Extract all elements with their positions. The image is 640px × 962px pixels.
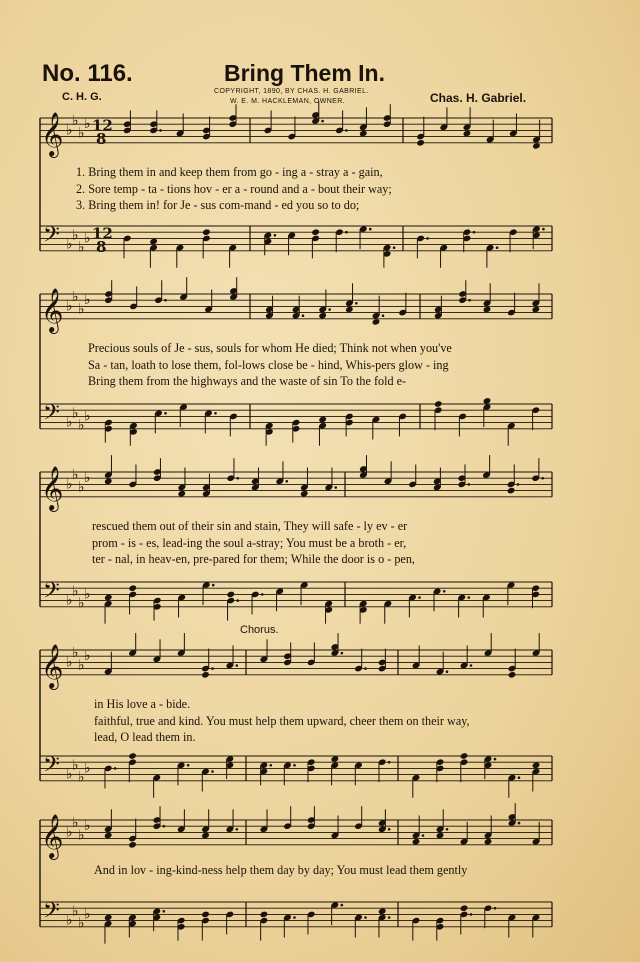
lyric-line: 3. Bring them in! for Je - sus com-mand - ed you so to do;	[76, 198, 360, 213]
dot	[369, 228, 372, 231]
lyrics-system-5	[94, 862, 467, 879]
flat-sign-icon: ♭	[78, 769, 85, 786]
flat-sign-icon: ♭	[84, 292, 91, 309]
dot	[388, 828, 391, 831]
flat-sign-icon: ♭	[66, 654, 73, 671]
dot	[236, 664, 239, 667]
dot	[212, 584, 215, 587]
dot	[468, 299, 471, 302]
flat-sign-icon: ♭	[72, 583, 79, 600]
lyrics-system-2	[88, 340, 452, 390]
note-head	[201, 832, 210, 840]
lyric-line: Bring them from the highways and the waste of sin To the fold e-	[88, 374, 407, 389]
dot	[517, 483, 520, 486]
note-head	[483, 306, 492, 314]
dot	[473, 231, 476, 234]
note-head	[201, 911, 210, 919]
flat-sign-icon: ♭	[84, 408, 91, 425]
dot	[468, 596, 471, 599]
copyright-owner-line: W. E. M. HACKLEMAN, OWNER.	[230, 98, 346, 105]
flat-sign-icon: ♭	[66, 476, 73, 493]
note-head	[436, 832, 445, 840]
dot	[542, 228, 545, 231]
note-head	[128, 752, 137, 760]
dot	[164, 412, 167, 415]
flat-sign-icon: ♭	[72, 645, 79, 662]
note-head	[331, 755, 340, 763]
note-head	[532, 142, 541, 150]
bass-clef-icon: 𝄢	[43, 222, 60, 253]
dot	[364, 916, 367, 919]
note-head	[300, 490, 309, 498]
lyric-line: prom - is - es, lead-ing the soul a-stray; You must be a broth - er,	[92, 535, 407, 550]
flat-sign-icon: ♭	[84, 760, 91, 777]
note-head	[416, 139, 425, 147]
dot	[345, 231, 348, 234]
flat-sign-icon: ♭	[78, 595, 85, 612]
note-head	[260, 911, 269, 919]
flat-sign-icon: ♭	[84, 818, 91, 835]
flat-sign-icon: ♭	[66, 414, 73, 431]
dot	[422, 834, 425, 837]
lyric-line: rescued them out of their sin and stain, They will safe - ly ev - er	[92, 519, 408, 533]
note-head	[104, 914, 113, 922]
flat-sign-icon: ♭	[78, 125, 85, 142]
dot	[114, 767, 117, 770]
note-head	[378, 908, 387, 916]
dot	[236, 599, 239, 602]
hymn-number: No. 116.	[42, 60, 133, 87]
note-head	[226, 591, 235, 599]
flat-sign-icon: ♭	[66, 766, 73, 783]
dot	[518, 822, 521, 825]
dot	[388, 761, 391, 764]
flat-sign-icon: ♭	[84, 116, 91, 133]
dot	[388, 916, 391, 919]
dot	[164, 299, 167, 302]
dot	[364, 667, 367, 670]
dot	[261, 593, 264, 596]
note-head	[531, 306, 540, 314]
dot	[285, 480, 288, 483]
flat-sign-icon: ♭	[72, 903, 79, 920]
dot	[468, 483, 471, 486]
note-head	[201, 671, 210, 679]
hymn-title: Bring Them In.	[224, 60, 385, 86]
note-head	[532, 762, 541, 770]
dot	[163, 910, 166, 913]
lyric-line: Sa - tan, loath to lose them, fol-lows close be - hind, Whis-pers glow - ing	[88, 357, 449, 372]
bass-clef-icon: 𝄢	[43, 898, 60, 929]
note-head	[359, 130, 368, 138]
lyric-line: ter - nal, in heav-en, pre-pared for them; While the door is o - pen,	[92, 552, 415, 567]
dot	[382, 314, 385, 317]
dot	[345, 129, 348, 132]
dot	[321, 120, 324, 123]
note-head	[128, 841, 137, 849]
note-head	[460, 904, 469, 912]
lyrics-system-3	[92, 518, 415, 568]
treble-clef-icon: 𝄞	[41, 111, 64, 156]
lyric-line: lead, O lead them in.	[94, 730, 196, 745]
treble-clef-icon: 𝄞	[41, 287, 64, 332]
dot	[274, 234, 277, 237]
dot	[355, 302, 358, 305]
flat-sign-icon: ♭	[78, 301, 85, 318]
flat-sign-icon: ♭	[66, 912, 73, 929]
flat-sign-icon: ♭	[84, 230, 91, 247]
flat-sign-icon: ♭	[72, 405, 79, 422]
treble-clef-icon: 𝄞	[41, 643, 64, 688]
dot	[187, 764, 190, 767]
dot	[443, 590, 446, 593]
flat-sign-icon: ♭	[84, 586, 91, 603]
flat-sign-icon: ♭	[72, 289, 79, 306]
dot	[494, 758, 497, 761]
dot	[494, 907, 497, 910]
note-head	[507, 487, 516, 495]
note-head	[372, 318, 381, 326]
lyric-line: And in lov - ing-kind-ness help them day by day; You must lead them gently	[94, 863, 468, 877]
dot	[341, 904, 344, 907]
note-head	[318, 312, 327, 320]
lyric-line: 2. Sore temp - ta - tions hov - er a - round and a - bout their way;	[76, 181, 392, 196]
bass-clef-icon: 𝄢	[43, 752, 60, 783]
chorus-label: Chorus.	[240, 624, 279, 636]
flat-sign-icon: ♭	[66, 824, 73, 841]
dot	[163, 825, 166, 828]
dot	[236, 477, 239, 480]
time-signature-bottom: 8	[96, 129, 107, 148]
time-signature-top: 12	[92, 224, 113, 243]
time-signature-top: 12	[92, 116, 113, 135]
lyric-line: faithful, true and kind. You must help them upward, cheer them on their way,	[94, 713, 470, 728]
dot	[496, 246, 499, 249]
note-head	[483, 397, 492, 405]
bass-clef-icon: 𝄢	[43, 578, 60, 609]
treble-clef-icon: 𝄞	[41, 465, 64, 510]
note-head	[104, 832, 113, 840]
dot	[293, 916, 296, 919]
lyric-line: Precious souls of Je - sus, souls for whom He died; Think not when you've	[88, 341, 452, 355]
flat-sign-icon: ♭	[66, 236, 73, 253]
lyric-line: 1. Bring them in and keep them from go - ing a - stray a - gain,	[76, 165, 383, 179]
dot	[518, 776, 521, 779]
note-head	[128, 584, 137, 592]
note-head	[463, 130, 472, 138]
dot	[446, 670, 449, 673]
dot	[236, 828, 239, 831]
note-head	[104, 594, 113, 602]
dot	[159, 129, 162, 132]
flat-sign-icon: ♭	[72, 227, 79, 244]
dot	[302, 314, 305, 317]
dot	[393, 246, 396, 249]
dot	[334, 486, 337, 489]
dot	[470, 664, 473, 667]
flat-sign-icon: ♭	[66, 122, 73, 139]
lyricist-initials: C. H. G.	[62, 91, 102, 103]
dot	[328, 308, 331, 311]
flat-sign-icon: ♭	[84, 906, 91, 923]
note-head	[412, 838, 421, 846]
flat-sign-icon: ♭	[84, 648, 91, 665]
flat-sign-icon: ♭	[84, 470, 91, 487]
dot	[214, 412, 217, 415]
note-head	[311, 228, 320, 236]
flat-sign-icon: ♭	[72, 113, 79, 130]
dot	[446, 828, 449, 831]
dot	[341, 652, 344, 655]
note-head	[149, 238, 158, 246]
note-head	[484, 838, 493, 846]
bass-clef-icon: 𝄢	[43, 400, 60, 431]
lyric-line: in His love a - bide.	[94, 697, 191, 711]
flat-sign-icon: ♭	[66, 592, 73, 609]
flat-sign-icon: ♭	[78, 915, 85, 932]
treble-clef-icon: 𝄞	[41, 813, 64, 858]
dot	[293, 764, 296, 767]
flat-sign-icon: ♭	[78, 479, 85, 496]
dot	[270, 764, 273, 767]
note-head	[434, 400, 443, 408]
flat-sign-icon: ♭	[78, 827, 85, 844]
note-head	[460, 752, 469, 760]
flat-sign-icon: ♭	[72, 815, 79, 832]
flat-sign-icon: ♭	[72, 467, 79, 484]
time-signature-bottom: 8	[96, 237, 107, 256]
composer-name: Chas. H. Gabriel.	[430, 91, 527, 105]
lyrics-system-1	[76, 164, 392, 214]
dot	[418, 596, 421, 599]
dot	[470, 913, 473, 916]
dot	[541, 477, 544, 480]
dot	[426, 237, 429, 240]
copyright-line: COPYRIGHT, 1890, BY CHAS. H. GABRIEL.	[214, 88, 369, 95]
flat-sign-icon: ♭	[72, 757, 79, 774]
flat-sign-icon: ♭	[66, 298, 73, 315]
note-head	[104, 478, 113, 486]
flat-sign-icon: ♭	[78, 417, 85, 434]
note-head	[345, 306, 354, 314]
flat-sign-icon: ♭	[78, 657, 85, 674]
flat-sign-icon: ♭	[78, 239, 85, 256]
dot	[211, 667, 214, 670]
note-head	[202, 228, 211, 236]
note-head	[318, 416, 327, 424]
lyrics-system-4	[94, 696, 470, 746]
note-head	[508, 671, 517, 679]
note-head	[177, 490, 186, 498]
dot	[211, 770, 214, 773]
